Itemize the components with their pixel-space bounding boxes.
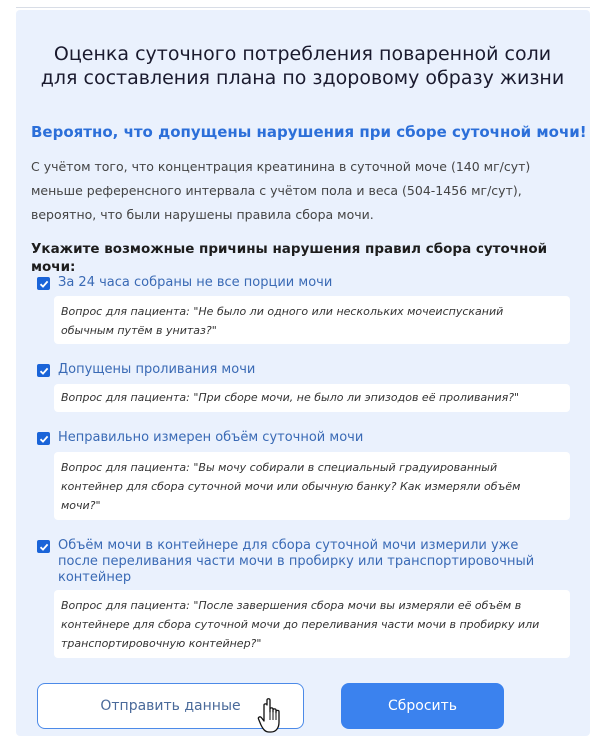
reason-2-question xyxy=(54,384,570,412)
reason-4-label-line-1: Объём мочи в контейнере для сбора суточной мочи измерили уже xyxy=(58,538,519,553)
reason-2-checkbox[interactable] xyxy=(37,364,50,377)
explanation-line-2: меньше референсного интервала с учётом пола и веса (504-1456 мг/сут), xyxy=(31,183,522,198)
reason-3-question-line-1: Вопрос для пациента: "Вы мочу собирали в специальный градуированный xyxy=(61,461,498,474)
explanation-line-1: С учётом того, что концентрация креатинина в суточной моче (140 мг/сут) xyxy=(31,159,531,174)
reset-button[interactable]: Сбросить xyxy=(341,683,504,729)
warning-message: Вероятно, что допущены нарушения при сборе суточной мочи! xyxy=(31,123,587,141)
check-icon xyxy=(39,542,49,552)
reason-4-question-line-2: контейнере для сбора суточной мочи до переливания части мочи в пробирку или xyxy=(61,618,540,631)
check-icon xyxy=(39,366,49,376)
check-icon xyxy=(39,434,49,444)
reason-4-question-line-3: транспортировочную контейнер?" xyxy=(61,637,262,650)
explanation-text xyxy=(31,155,571,227)
reason-3-label[interactable]: Неправильно измерен объём суточной мочи xyxy=(58,430,364,445)
reason-4-label[interactable] xyxy=(58,538,568,586)
title-line-1: Оценка суточного потребления поваренной соли xyxy=(53,43,552,65)
reason-1-label[interactable]: За 24 часа собраны не все порции мочи xyxy=(58,275,333,290)
reason-2-label[interactable]: Допущены проливания мочи xyxy=(58,362,256,377)
top-divider xyxy=(16,0,590,8)
reason-4-question-line-1: Вопрос для пациента: "После завершения сбора мочи вы измеряли её объём в xyxy=(61,599,522,612)
reason-4-label-line-3: контейнер xyxy=(58,570,132,585)
reason-3-question-line-2: контейнер для сбора суточной мочи или обычную банку? Как измеряли объём xyxy=(61,480,521,493)
reason-1-checkbox[interactable] xyxy=(37,277,50,290)
reason-1-question xyxy=(54,296,570,344)
reason-4-checkbox[interactable] xyxy=(37,540,50,553)
reason-1-question-line-2: обычным путём в унитаз?" xyxy=(61,324,217,337)
reason-3-question xyxy=(54,452,570,520)
check-icon xyxy=(39,279,49,289)
reason-2-question-line-1: Вопрос для пациента: "При сборе мочи, не было ли эпизодов её проливания?" xyxy=(61,391,520,404)
explanation-line-3: вероятно, что были нарушены правила сбора мочи. xyxy=(31,207,374,222)
reason-3-question-line-3: мочи?" xyxy=(61,499,101,512)
reason-1-question-line-1: Вопрос для пациента: "Не было ли одного или нескольких мочеиспусканий xyxy=(61,305,504,318)
reason-4-question xyxy=(54,590,570,658)
hand-pointer-icon xyxy=(257,697,287,737)
send-data-button[interactable]: Отправить данные xyxy=(37,683,304,729)
reason-4-label-line-2: после переливания части мочи в пробирку или транспортировочный xyxy=(58,554,535,569)
title-line-2: для составления плана по здоровому образу жизни xyxy=(40,67,565,89)
reasons-prompt: Укажите возможные причины нарушения правил сбора суточной мочи: xyxy=(31,241,548,275)
reason-3-checkbox[interactable] xyxy=(37,432,50,445)
page-title xyxy=(0,42,605,90)
